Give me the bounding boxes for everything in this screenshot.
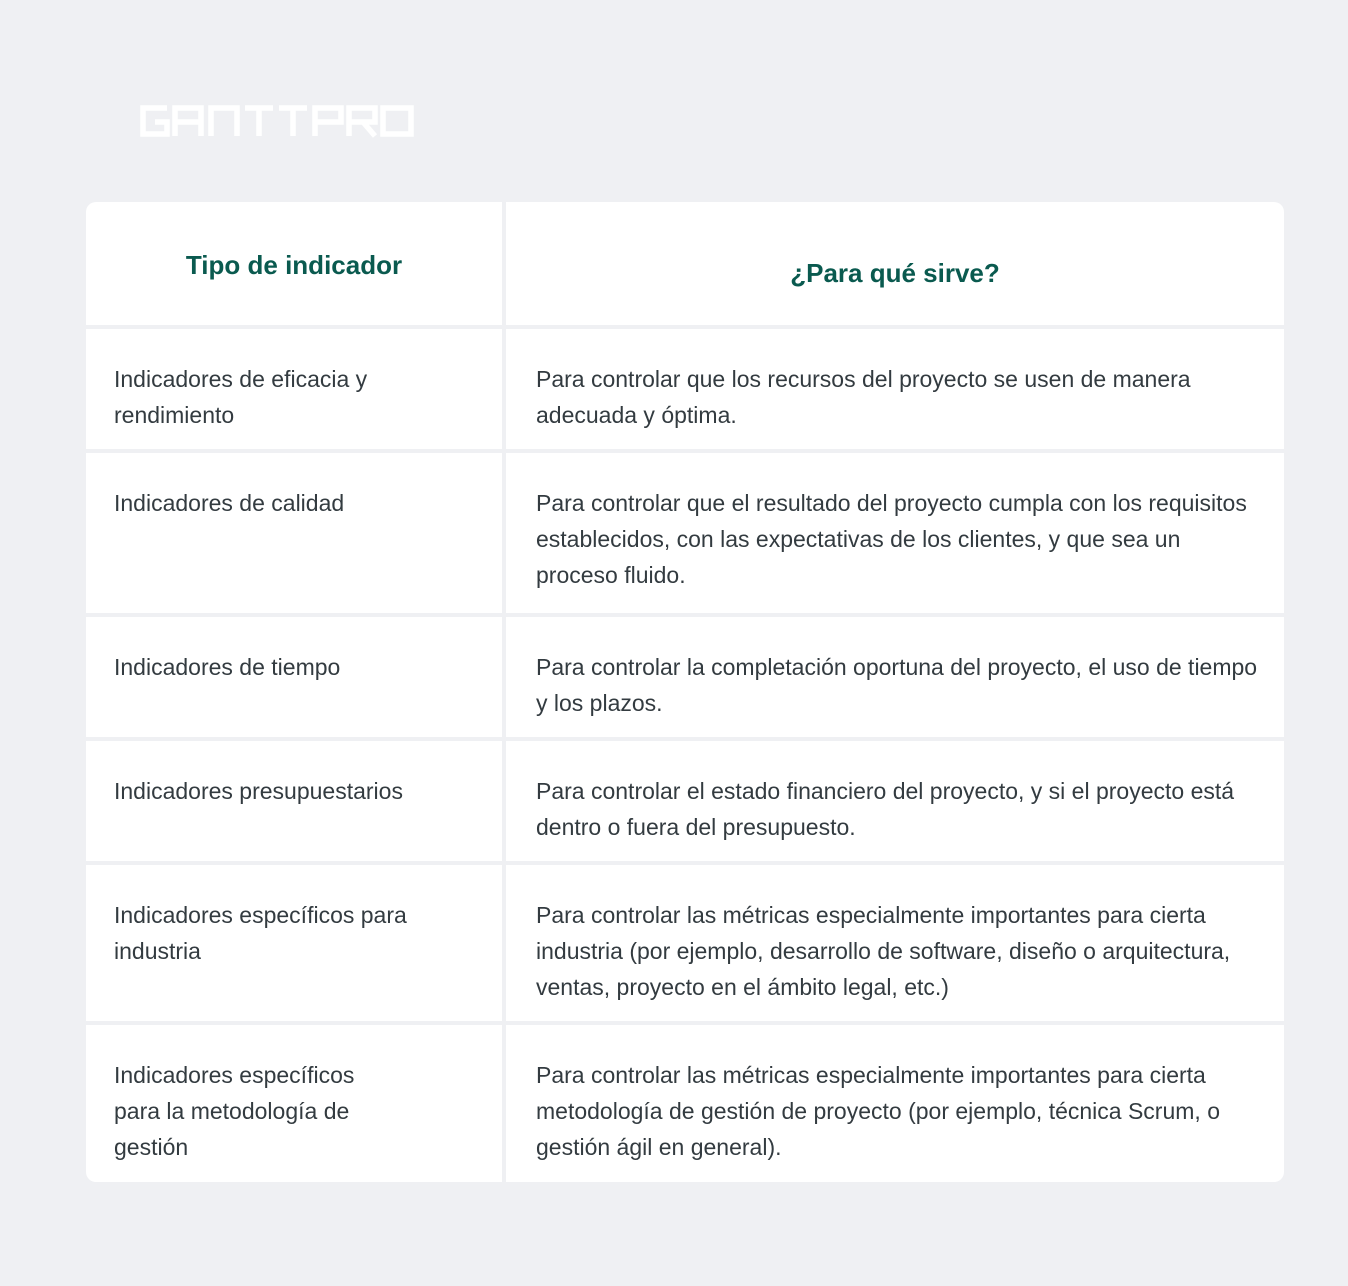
ganttpro-logo <box>137 100 417 140</box>
indicator-type-cell: Indicadores específicos para la metodología de gestión <box>86 1025 502 1182</box>
purpose-cell: Para controlar que el resultado del proyecto cumpla con los requisitos establecidos, con las expectativas de los clientes, y que sea un proceso fluido. <box>506 453 1284 613</box>
ganttpro-wordmark <box>137 100 417 140</box>
indicator-type-cell: Indicadores específicos para industria <box>86 865 502 1021</box>
indicator-type-cell: Indicadores de tiempo <box>86 617 502 737</box>
indicator-type-cell: Indicadores de eficacia y rendimiento <box>86 329 502 449</box>
table-row <box>86 865 1284 1021</box>
header-purpose: ¿Para qué sirve? <box>506 202 1284 325</box>
purpose-cell: Para controlar la completación oportuna del proyecto, el uso de tiempo y los plazos. <box>506 617 1284 737</box>
header-indicator-type: Tipo de indicador <box>86 202 502 325</box>
indicator-table <box>86 202 1284 1182</box>
table-row <box>86 329 1284 449</box>
table-row <box>86 617 1284 737</box>
table-row <box>86 453 1284 613</box>
table-header-row <box>86 202 1284 325</box>
indicator-type-cell: Indicadores presupuestarios <box>86 741 502 861</box>
indicator-type-cell: Indicadores de calidad <box>86 453 502 613</box>
purpose-cell: Para controlar el estado financiero del proyecto, y si el proyecto está dentro o fuera del presupuesto. <box>506 741 1284 861</box>
purpose-cell: Para controlar las métricas especialmente importantes para cierta industria (por ejemplo, desarrollo de software, diseño o arquitectura, ventas, proyecto en el ámbito legal, etc.) <box>506 865 1284 1021</box>
table-row <box>86 741 1284 861</box>
purpose-cell: Para controlar que los recursos del proyecto se usen de manera adecuada y óptima. <box>506 329 1284 449</box>
table-row <box>86 1025 1284 1182</box>
purpose-cell: Para controlar las métricas especialmente importantes para cierta metodología de gestión de proyecto (por ejemplo, técnica Scrum, o gestión ágil en general). <box>506 1025 1284 1182</box>
